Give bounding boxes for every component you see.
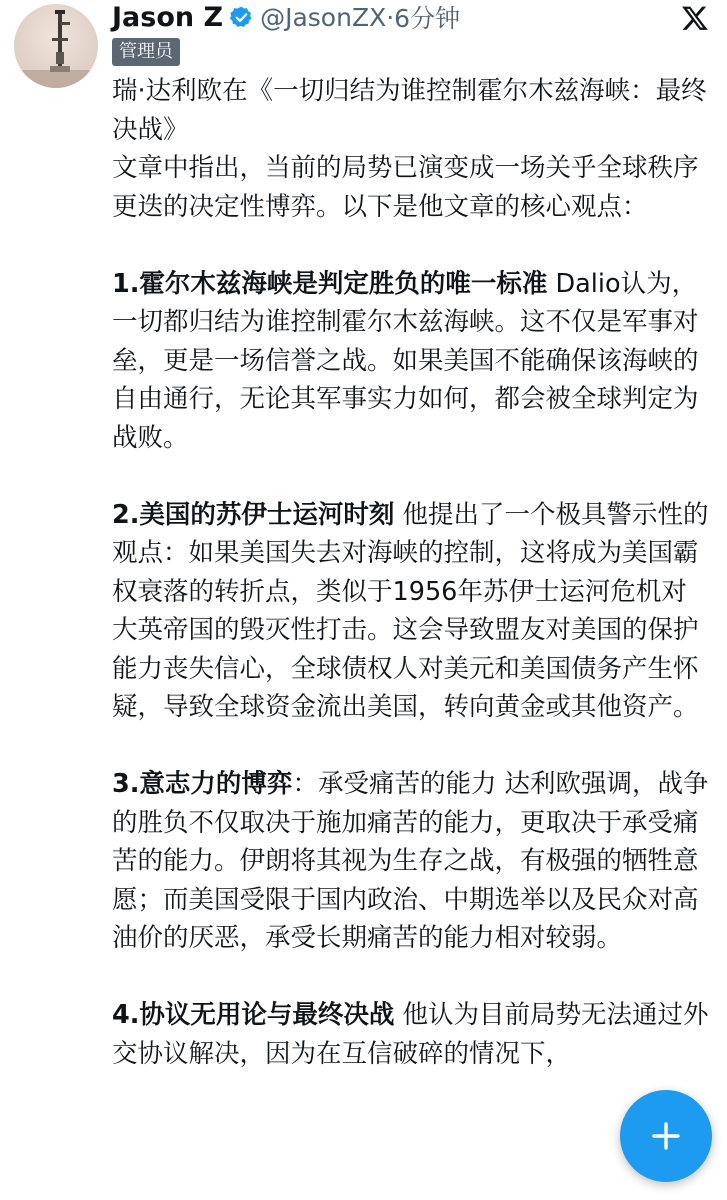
author-name[interactable]: Jason Z [112, 1, 224, 33]
point-heading: 4.协议无用论与最终决战 [112, 1000, 395, 1030]
verified-badge-icon [229, 5, 254, 30]
post-intro: 文章中指出，当前的局势已演变成一场关乎全球秩序更迭的决定性博弈。以下是他文章的核心观点： [112, 153, 699, 222]
point-body: Dalio认为，一切都归结为谁控制霍尔木兹海峡。这不仅是军事对垒，更是一场信誉之战。如果美国不能确保该海峡的自由通行，无论其军事实力如何，都会被全球判定为战败。 [112, 268, 699, 453]
post-title-line: 瑞·达利欧在《一切归结为谁控制霍尔木兹海峡：最终决战》 [112, 76, 707, 145]
x-logo-icon[interactable] [681, 4, 709, 32]
point-body: ：承受痛苦的能力 达利欧强调，战争的胜负不仅取决于施加痛苦的能力，更取决于承受痛苦的能力。伊朗将其视为生存之战，有极强的牺牲意愿；而美国受限于国内政治、中期选举以及民众对高油价的厌恶，承受长期痛苦的能力相对较弱。 [112, 769, 709, 953]
point-heading: 3.意志力的博弈 [112, 769, 293, 799]
point-3 [112, 765, 712, 958]
post-header [112, 0, 460, 34]
author-handle[interactable]: @JasonZX [260, 2, 387, 32]
handle-separator: · [386, 2, 395, 32]
avatar-image [14, 4, 98, 88]
point-body: 他认为目前局势无法通过外交协议解决，因为在互信破碎的情况下， [112, 1000, 709, 1069]
point-heading: 1.霍尔木兹海峡是判定胜负的唯一标准 [112, 268, 548, 299]
post-text [112, 72, 712, 1073]
post-time[interactable]: 6分钟 [394, 4, 461, 33]
point-heading: 2.美国的苏伊士运河时刻 [112, 499, 395, 530]
point-1 [112, 265, 712, 458]
compose-button[interactable] [620, 1090, 712, 1182]
point-4 [112, 996, 712, 1073]
point-2 [112, 496, 712, 727]
author-avatar[interactable] [14, 4, 98, 88]
plus-icon [651, 1121, 681, 1151]
role-badge: 管理员 [112, 38, 180, 66]
point-body: 他提出了一个极具警示性的观点：如果美国失去对海峡的控制，这将成为美国霸权衰落的转折点，类似于1956年苏伊士运河危机对大英帝国的毁灭性打击。这会导致盟友对美国的保护能力丧失信心，全球债权人对美元和美国债务产生怀疑，导致全球资金流出美国，转向黄金或其他资产。 [112, 499, 709, 722]
